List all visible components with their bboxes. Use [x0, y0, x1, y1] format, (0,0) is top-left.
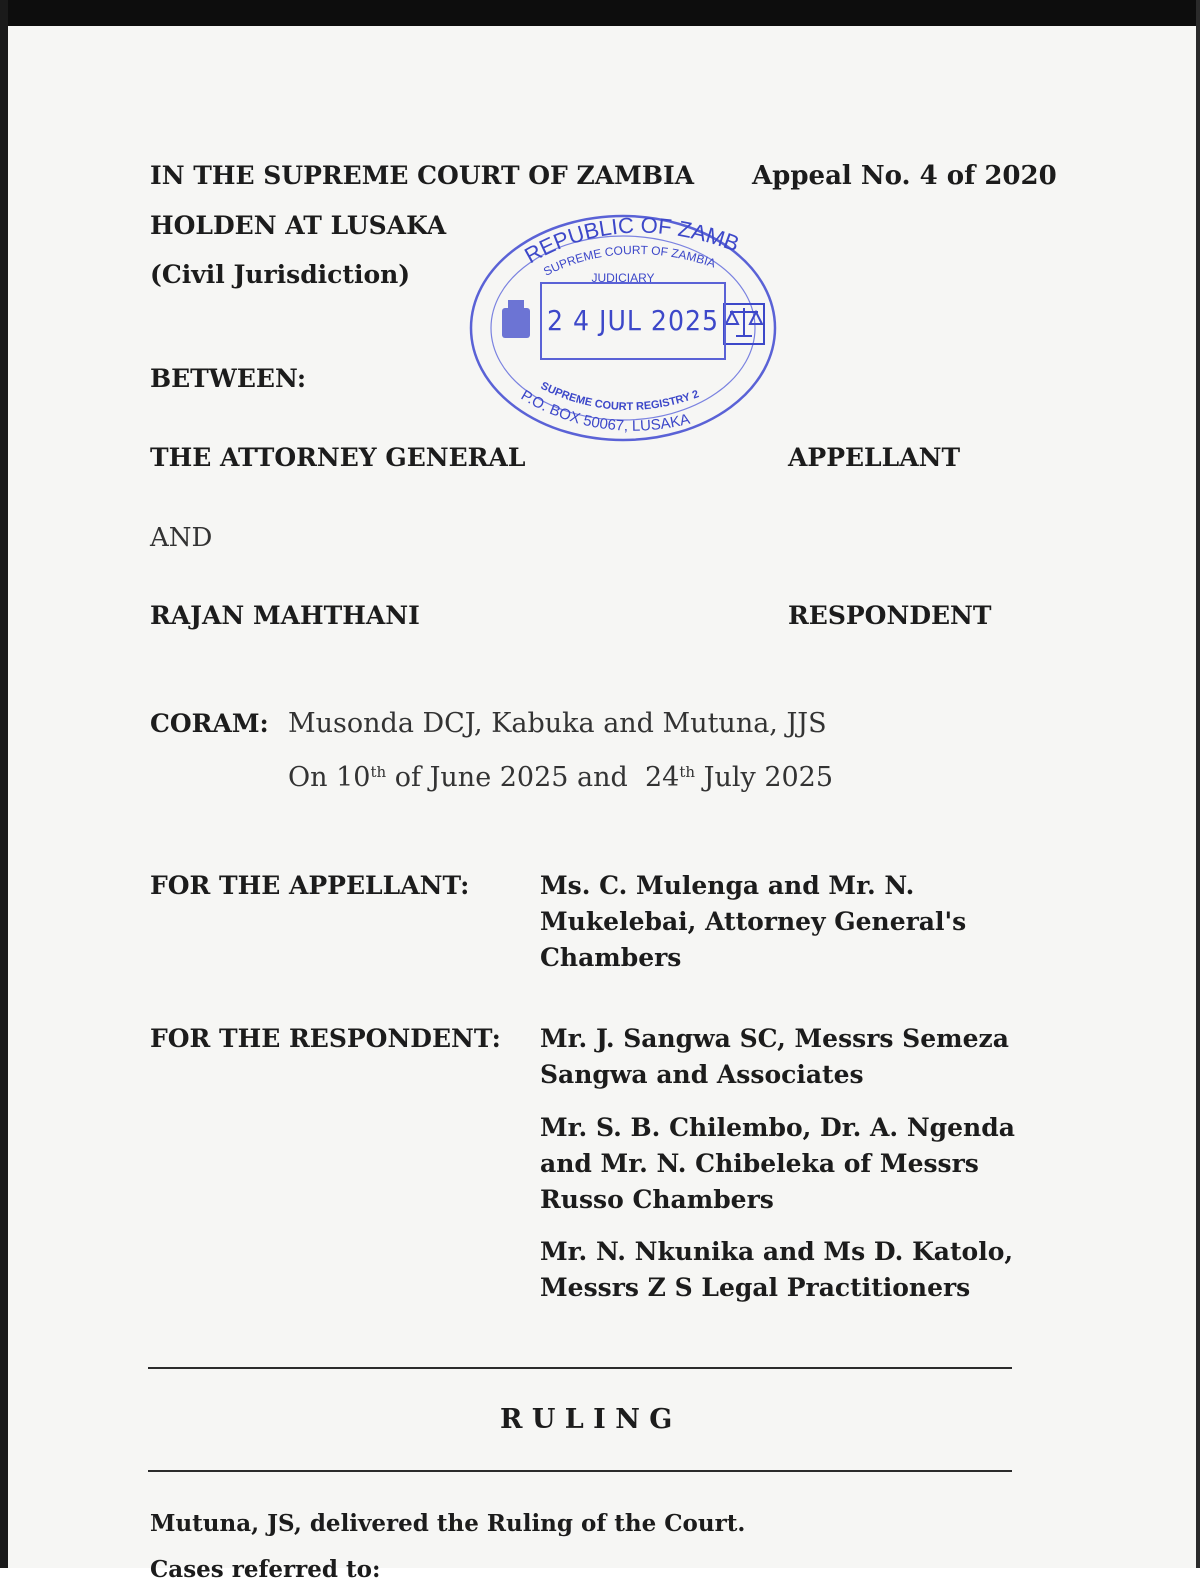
respondent-counsel-1: Mr. J. Sangwa SC, Messrs Semeza Sangwa and Associates — [540, 1024, 1009, 1089]
stamp-date-box — [540, 282, 726, 360]
scan-right-border — [1196, 0, 1200, 1568]
respondent-counsel-3: Mr. N. Nkunika and Ms D. Katolo, Messrs Z S Legal Practitioners — [540, 1237, 1014, 1302]
scales-of-justice-icon — [724, 304, 764, 344]
respondent-counsel-2: Mr. S. B. Chilembo, Dr. A. Ngenda and Mr. N. Chibeleka of Messrs Russo Chambers — [540, 1113, 1015, 1214]
scan-top-border — [0, 0, 1200, 26]
court-title: IN THE SUPREME COURT OF ZAMBIA — [150, 161, 695, 190]
stamp-registry: SUPREME COURT REGISTRY 2 — [538, 379, 701, 414]
court-stamp — [468, 212, 778, 444]
appellant-counsel-label: FOR THE APPELLANT: — [150, 871, 470, 900]
respondent-role: RESPONDENT — [788, 601, 992, 630]
coram-dates: On 10th of June 2025 and 24th July 2025 — [288, 762, 834, 793]
respondent-counsel-label: FOR THE RESPONDENT: — [150, 1024, 501, 1053]
delivered-by: Mutuna, JS, delivered the Ruling of the Court. — [150, 1510, 746, 1537]
appeal-number: Appeal No. 4 of 2020 — [752, 161, 1057, 191]
stamp-judiciary: JUDICIARY — [591, 271, 655, 285]
cases-referred-label: Cases referred to: — [150, 1556, 381, 1583]
jurisdiction: (Civil Jurisdiction) — [150, 260, 411, 289]
scan-left-border — [0, 0, 8, 1568]
ruling-title: R U L I N G — [500, 1404, 673, 1435]
divider-top — [148, 1367, 1012, 1369]
stamp-po-box: P.O. BOX 50067, LUSAKA — [518, 386, 692, 435]
stamp-inner-text: SUPREME COURT OF ZAMBIA — [541, 242, 718, 279]
stamp-date: 2 4 JUL 2025 — [546, 304, 720, 337]
appellant-counsel: Ms. C. Mulenga and Mr. N. Mukelebai, Attorney General's Chambers — [540, 871, 967, 972]
coram-label: CORAM: — [150, 709, 269, 738]
coram-judges: Musonda DCJ, Kabuka and Mutuna, JJS — [288, 708, 827, 739]
respondent-name: RAJAN MAHTHANI — [150, 601, 420, 630]
coat-of-arms-icon — [502, 300, 530, 338]
divider-bottom — [148, 1470, 1012, 1472]
appellant-role: APPELLANT — [788, 443, 961, 472]
and-label: AND — [150, 523, 213, 553]
holden-at: HOLDEN AT LUSAKA — [150, 211, 447, 240]
between-label: BETWEEN: — [150, 364, 307, 393]
appellant-name: THE ATTORNEY GENERAL — [150, 443, 526, 472]
stamp-outer-text: REPUBLIC OF ZAMB — [520, 212, 743, 269]
